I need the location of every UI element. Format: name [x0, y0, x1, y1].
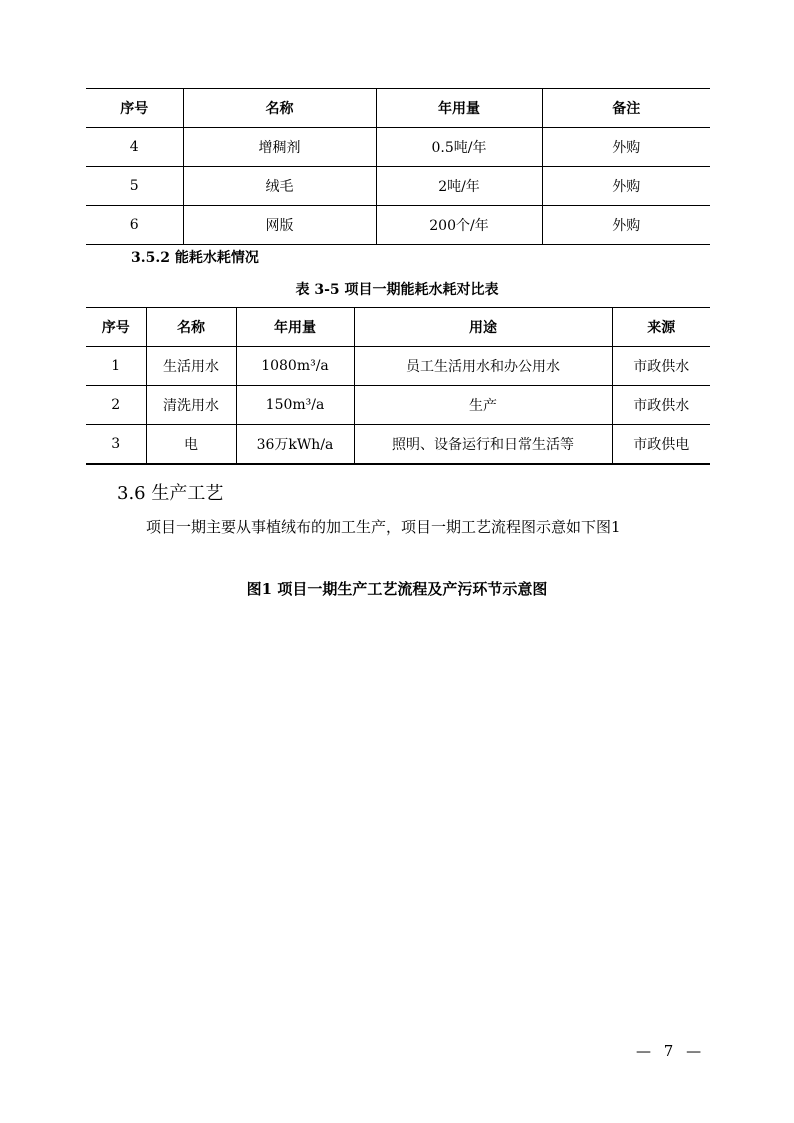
header-cell: 名称: [146, 308, 236, 347]
table-cell: 清洗用水: [146, 386, 236, 425]
table-header-row: [86, 89, 710, 128]
table-cell: 3: [86, 425, 146, 465]
header-cell: 名称: [183, 89, 376, 128]
table-cell: 外购: [542, 206, 710, 245]
page-number: — 7 —: [636, 1042, 706, 1060]
table-cell: 外购: [542, 167, 710, 206]
table-caption: 表 3-5 项目一期能耗水耗对比表: [295, 282, 499, 298]
header-cell: 用途: [354, 308, 612, 347]
table-cell: 36万kWh/a: [236, 425, 354, 465]
table-cell: 2吨/年: [376, 167, 542, 206]
table-cell: 6: [86, 206, 183, 245]
table-row: [86, 206, 710, 245]
table-cell: 外购: [542, 128, 710, 167]
header-cell: 序号: [86, 308, 146, 347]
table-header-row: [86, 308, 710, 347]
figure-caption: 图1 项目一期生产工艺流程及产污环节示意图: [246, 580, 548, 598]
table-cell: 4: [86, 128, 183, 167]
table-cell: 员工生活用水和办公用水: [354, 347, 612, 386]
table-row: [86, 128, 710, 167]
table-row: [86, 167, 710, 206]
section-heading: 3.5.2 能耗水耗情况: [131, 250, 259, 266]
table-cell: 网版: [183, 206, 376, 245]
table-cell: 150m³/a: [236, 386, 354, 425]
table-cell: 市政供水: [612, 386, 710, 425]
table-row: [86, 347, 710, 386]
materials-table: [86, 88, 710, 245]
header-cell: 来源: [612, 308, 710, 347]
table-cell: 2: [86, 386, 146, 425]
table-row: [86, 425, 710, 465]
table-cell: 5: [86, 167, 183, 206]
section-heading: 3.6 生产工艺: [117, 483, 224, 504]
header-cell: 年用量: [376, 89, 542, 128]
table-cell: 照明、设备运行和日常生活等: [354, 425, 612, 465]
header-cell: 备注: [542, 89, 710, 128]
body-paragraph: 项目一期主要从事植绒布的加工生产，项目一期工艺流程图示意如下图1: [146, 518, 621, 536]
table-cell: 1: [86, 347, 146, 386]
table-cell: 200个/年: [376, 206, 542, 245]
table-cell: 1080m³/a: [236, 347, 354, 386]
table-cell: 生产: [354, 386, 612, 425]
table-cell: 电: [146, 425, 236, 465]
table-cell: 市政供水: [612, 347, 710, 386]
header-cell: 序号: [86, 89, 183, 128]
table-cell: 生活用水: [146, 347, 236, 386]
table-cell: 绒毛: [183, 167, 376, 206]
header-cell: 年用量: [236, 308, 354, 347]
table-row: [86, 386, 710, 425]
table-cell: 增稠剂: [183, 128, 376, 167]
table-cell: 市政供电: [612, 425, 710, 465]
energy-water-table: [86, 307, 710, 465]
table-cell: 0.5吨/年: [376, 128, 542, 167]
